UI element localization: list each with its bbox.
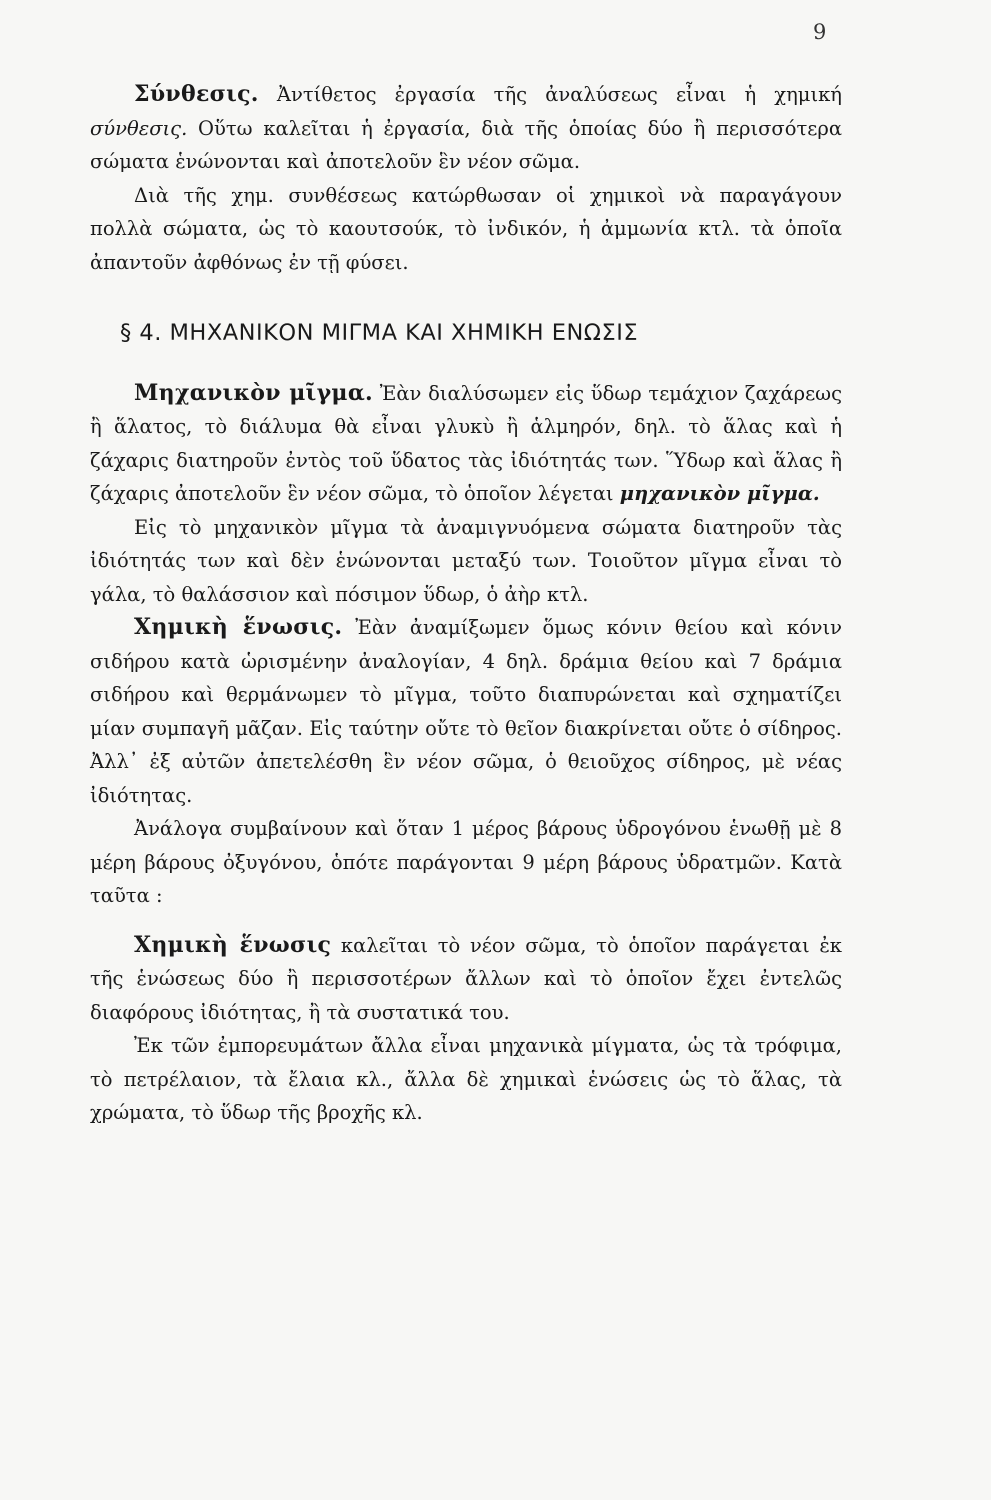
page-body (90, 78, 842, 1130)
emphasis-mechanical-mixture: μηχανικὸν μῖγμα. (619, 482, 820, 505)
term-chemical-compound: Χημικὴ ἕνωσις. (134, 614, 343, 640)
emphasis-synthesis: σύνθεσις. (90, 116, 188, 140)
paragraph-gap (90, 913, 842, 929)
paragraph-hydrogen-oxygen: Ἀνάλογα συμβαίνουν καὶ ὅταν 1 μέρος βάρους ὑδρογόνου ἑνωθῇ μὲ 8 μέρη βάρους ὀξυγόνου, ὁπότε παράγονται 9 μέρη βάρους ὑδρατμῶν. Κατὰ ταῦτα : (90, 817, 842, 907)
paragraph-text: Ἐὰν διαλύσωμεν εἰς ὕδωρ τεμάχιον ζαχάρεως ἢ ἅλατος, τὸ διάλυμα θὰ εἶναι γλυκὺ ἢ ἁλμηρόν, δηλ. τὸ ἅλας καὶ ἡ ζάχαρις διατηροῦν ἐντὸς τοῦ ὕδατος τὰς ἰδιότητάς των. Ὕδωρ καὶ ἅλας ἢ ζάχαρις ἀποτελοῦν ἓν νέον σῶμα, τὸ ὁποῖον λέγεται (90, 381, 842, 505)
term-mechanical-mixture: Μηχανικὸν μῖγμα. (134, 379, 374, 406)
section-heading: § 4. ΜΗΧΑΝΙΚΟΝ ΜΙΓΜΑ ΚΑΙ ΧΗΜΙΚΗ ΕΝΩΣΙΣ (120, 320, 639, 346)
paragraph-synthesis-examples: Διὰ τῆς χημ. συνθέσεως κατώρθωσαν οἱ χημικοὶ νὰ παραγάγουν πολλὰ σώματα, ὡς τὸ καουτσούκ, τὸ ἰνδικόν, ἡ ἀμμωνία κτλ. τὰ ὁποῖα ἀπαντοῦν ἀφθόνως ἐν τῇ φύσει. (90, 183, 842, 274)
term-synthesis: Σύνθεσις. (134, 81, 259, 107)
paragraph-definition (90, 929, 842, 1030)
paragraph-text: Οὕτω καλεῖται ἡ ἐργασία, διὰ τῆς ὁποίας δύο ἢ περισσότερα σώματα ἑνώνονται καὶ ἀποτελοῦν ἓν νέον σῶμα. (90, 116, 842, 173)
paragraph-text: καλεῖται τὸ νέον σῶμα, τὸ ὁποῖον παράγεται ἐκ τῆς ἑνώσεως δύο ἢ περισσοτέρων ἄλλων καὶ τὸ ὁποῖον ἔχει ἐντελῶς διαφόρους ἰδιότητας, ἢ τὰ συστατικά του. (90, 933, 842, 1024)
term-chemical-compound-definition: Χημικὴ ἕνωσις (134, 931, 332, 958)
paragraph-synthesis (90, 78, 842, 179)
page-number: 9 (813, 20, 827, 44)
paragraph-chemical-compound (90, 611, 842, 812)
paragraph-text: Ἐὰν ἀναμίξωμεν ὅμως κόνιν θείου καὶ κόνιν σιδήρου κατὰ ὡρισμένην ἀναλογίαν, 4 δηλ. δράμια θείου καὶ 7 δράμια σιδήρου καὶ θερμάνωμεν τὸ μῖγμα, τοῦτο διαπυρώνεται καὶ σχηματίζει μίαν συμπαγῆ μᾶζαν. Εἰς ταύτην οὔτε τὸ θεῖον διακρίνεται οὔτε ὁ σίδηρος. Ἀλλ᾽ ἐξ αὐτῶν ἀπετελέσθη ἓν νέον σῶμα, ὁ θειοῦχος σίδηρος, μὲ νέας ἰδιότητας. (90, 616, 842, 807)
paragraph-mechanical-mixture (90, 377, 842, 511)
paragraph-mixture-properties: Εἰς τὸ μηχανικὸν μῖγμα τὰ ἀναμιγνυόμενα σώματα διατηροῦν τὰς ἰδιότητάς των καὶ δὲν ἑνώνονται μεταξύ των. Τοιοῦτον μῖγμα εἶναι τὸ γάλα, τὸ θαλάσσιον καὶ πόσιμον ὕδωρ, ὁ ἀὴρ κτλ. (90, 515, 842, 606)
paragraph-text: Ἀντίθετος ἐργασία τῆς ἀναλύσεως εἶναι ἡ χημική (258, 83, 842, 106)
paragraph-goods-examples: Ἐκ τῶν ἐμπορευμάτων ἄλλα εἶναι μηχανικὰ μίγματα, ὡς τὰ τρόφιμα, τὸ πετρέλαιον, τὰ ἔλαια κλ., ἄλλα δὲ χημικαὶ ἑνώσεις ὡς τὸ ἅλας, τὰ χρώματα, τὸ ὕδωρ τῆς βροχῆς κλ. (90, 1034, 842, 1124)
